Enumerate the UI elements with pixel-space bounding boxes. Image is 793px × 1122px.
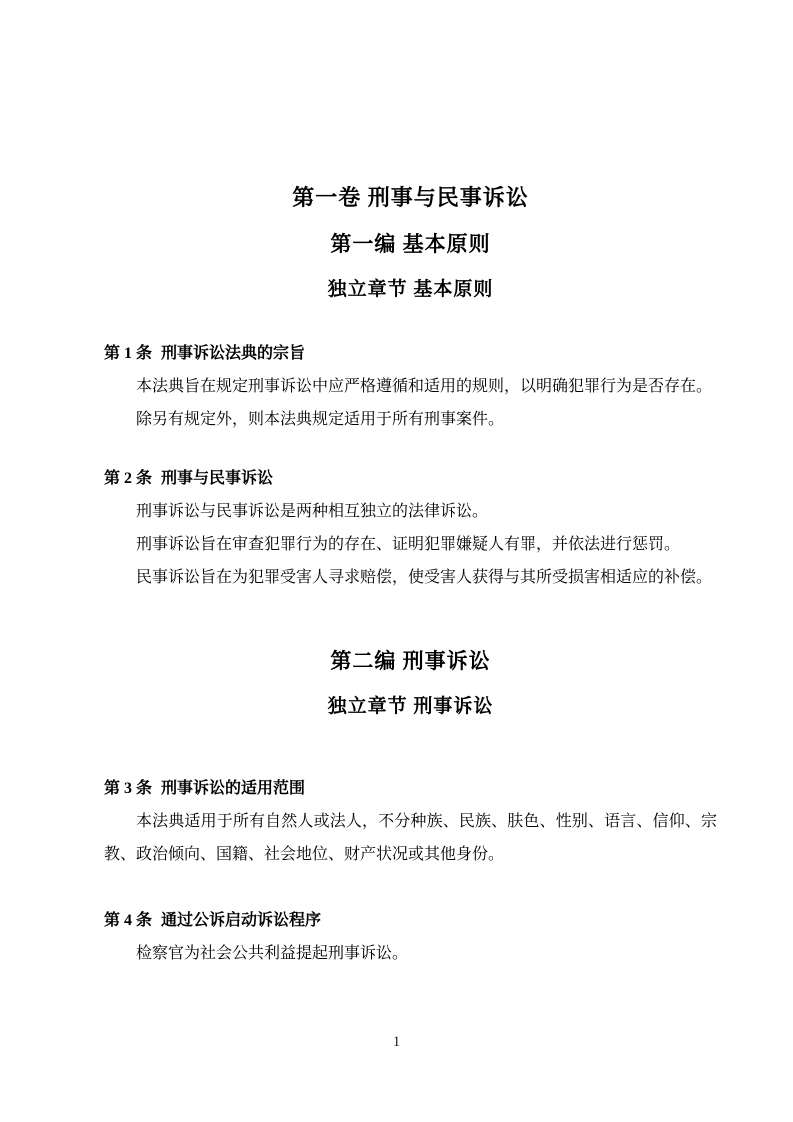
article-1-heading — [104, 337, 717, 370]
article-2 — [104, 462, 717, 594]
page-number: 1 — [392, 1034, 401, 1050]
article-1-paragraph: 本法典旨在规定刑事诉讼中应严格遵循和适用的规则，以明确犯罪行为是否存在。 — [136, 378, 713, 395]
part2-title-block — [104, 638, 717, 730]
part2-chapter-heading: 独立章节 刑事诉讼 — [327, 696, 494, 717]
article-4-title: 通过公诉启动诉讼程序 — [161, 912, 322, 929]
volume-heading: 第一卷 刑事与民事诉讼 — [292, 185, 529, 210]
article-2-paragraph: 刑事诉讼与民事诉讼是两种相互独立的法律诉讼。 — [136, 503, 489, 520]
article-2-paragraph: 刑事诉讼旨在审查犯罪行为的存在、证明犯罪嫌疑人有罪，并依法进行惩罚。 — [136, 536, 681, 553]
article-3-heading — [104, 772, 717, 805]
part1-chapter-heading: 独立章节 基本原则 — [327, 279, 494, 300]
article-1-label: 第 1 条 — [104, 345, 153, 362]
article-4-label: 第 4 条 — [104, 912, 153, 929]
article-2-heading — [104, 462, 717, 495]
article-2-label: 第 2 条 — [104, 470, 153, 487]
article-1-paragraph: 除另有规定外，则本法典规定适用于所有刑事案件。 — [136, 411, 505, 428]
article-2-paragraph: 民事诉讼旨在为犯罪受害人寻求赔偿，使受害人获得与其所受损害相适应的补偿。 — [136, 569, 713, 586]
part1-heading: 第一编 基本原则 — [330, 232, 491, 256]
article-3-label: 第 3 条 — [104, 780, 153, 797]
title-block — [104, 175, 717, 313]
article-1-title: 刑事诉讼法典的宗旨 — [161, 345, 306, 362]
article-3-paragraph: 本法典适用于所有自然人或法人，不分种族、民族、肤色、性别、语言、信仰、宗教、政治倾向、国籍、社会地位、财产状况或其他身份。 — [104, 813, 717, 863]
part2-heading: 第二编 刑事诉讼 — [330, 649, 491, 673]
article-1 — [104, 337, 717, 436]
article-3-title: 刑事诉讼的适用范围 — [161, 780, 306, 797]
article-4 — [104, 904, 717, 970]
article-2-title: 刑事与民事诉讼 — [161, 470, 274, 487]
article-4-paragraph: 检察官为社会公共利益提起刑事诉讼。 — [136, 945, 409, 962]
article-4-heading — [104, 904, 717, 937]
article-3 — [104, 772, 717, 871]
